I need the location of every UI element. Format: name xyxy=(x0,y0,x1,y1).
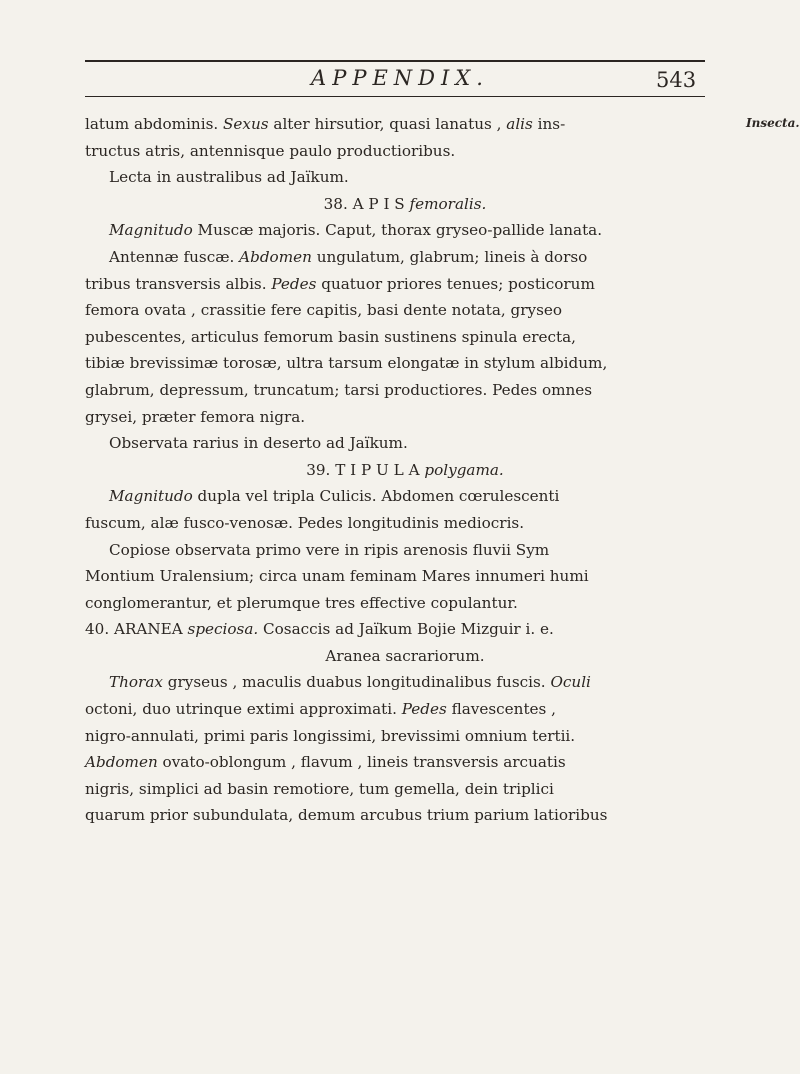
text-line xyxy=(85,111,725,138)
text-line xyxy=(85,457,725,484)
italic-term: Oculi xyxy=(550,673,591,692)
text-run: 38. A P I S xyxy=(323,194,410,213)
header-top-rule xyxy=(85,60,705,62)
text-line xyxy=(85,138,725,165)
text-run: alter hirsutior, quasi lanatus , xyxy=(268,115,507,133)
text-run: flavescentes , xyxy=(446,700,556,719)
italic-term: Pedes xyxy=(271,274,317,293)
text-line xyxy=(85,563,725,590)
text-line xyxy=(85,483,725,510)
text-run: 39. T I P U L A xyxy=(306,460,425,479)
text-line xyxy=(85,350,725,377)
text-run: conglomerantur, et plerumque tres effective copulantur. xyxy=(85,593,518,612)
italic-term: Pedes xyxy=(401,700,447,719)
text-line xyxy=(85,510,725,537)
text-run: grysei, præter femora nigra. xyxy=(85,407,306,426)
text-run: nigro-annulati, primi paris longissimi, brevissimi omnium tertii. xyxy=(85,726,576,745)
text-line xyxy=(85,271,725,298)
page-number: 543 xyxy=(656,68,697,92)
text-line xyxy=(85,749,725,776)
text-run: ungulatum, glabrum; lineis à dorso xyxy=(311,247,588,266)
text-run: dupla vel tripla Culicis. Abdomen cœrulescenti xyxy=(192,487,560,506)
text-run: nigris, simplici ad basin remotiore, tum gemella, dein triplici xyxy=(85,779,554,798)
text-run: Antennæ fuscæ. xyxy=(109,247,240,266)
italic-term: Sexus xyxy=(223,115,269,133)
text-run: fuscum, alæ fusco-venosæ. Pedes longitudinis mediocris. xyxy=(85,513,525,532)
italic-term: Thorax xyxy=(109,673,163,692)
italic-term: speciosa. xyxy=(187,620,259,639)
text-run: Montium Uralensium; circa unam feminam Mares innumeri humi xyxy=(85,567,589,586)
text-line xyxy=(85,244,725,271)
text-line xyxy=(85,802,725,829)
text-run: tibiæ brevissimæ torosæ, ultra tarsum elongatæ in stylum albidum, xyxy=(85,354,608,373)
text-line xyxy=(85,430,725,457)
text-run: glabrum, depressum, truncatum; tarsi productiores. Pedes omnes xyxy=(85,380,593,399)
text-line xyxy=(85,537,725,564)
text-run: quatuor priores tenues; posticorum xyxy=(316,274,595,293)
text-run: gryseus , maculis duabus longitudinalibus fuscis. xyxy=(162,673,551,692)
text-run: octoni, duo utrinque extimi approximati. xyxy=(85,700,402,719)
text-run: ovato-oblongum , flavum , lineis transversis arcuatis xyxy=(157,753,566,772)
italic-term: femoralis. xyxy=(409,194,487,213)
text-run: Cosaccis ad Jaïkum Bojie Mizguir i. e. xyxy=(258,620,554,639)
text-run: Copiose observata primo vere in ripis arenosis fluvii Sym xyxy=(109,540,550,559)
text-run: latum abdominis. xyxy=(85,115,224,133)
text-line xyxy=(85,696,725,723)
text-line xyxy=(85,164,725,191)
text-run: quarum prior subundulata, demum arcubus trium parium latioribus xyxy=(85,806,608,825)
text-run: ins- xyxy=(532,115,566,133)
text-line xyxy=(85,776,725,803)
italic-term: alis xyxy=(506,115,533,133)
text-line xyxy=(85,377,725,404)
text-line xyxy=(85,404,725,431)
text-run: 40. ARANEA xyxy=(85,620,188,639)
text-line xyxy=(85,723,725,750)
italic-term: Magnitudo xyxy=(109,221,193,240)
text-run: tribus transversis albis. xyxy=(85,274,272,293)
body-text xyxy=(85,111,725,829)
text-run: Aranea sacrariorum. xyxy=(325,646,485,665)
text-line xyxy=(85,217,725,244)
text-run: Lecta in australibus ad Jaïkum. xyxy=(109,168,349,187)
italic-term: Magnitudo xyxy=(109,487,193,506)
text-line xyxy=(85,616,725,643)
italic-term: Abdomen xyxy=(85,753,158,772)
text-line xyxy=(85,297,725,324)
text-line xyxy=(85,643,725,670)
text-line xyxy=(85,669,725,696)
header-underline-rule xyxy=(85,96,705,97)
text-line xyxy=(85,590,725,617)
italic-term: polygama. xyxy=(424,460,504,479)
text-run: Muscæ majoris. Caput, thorax gryseo-pallide lanata. xyxy=(192,221,603,240)
text-line xyxy=(85,191,725,218)
text-run: pubescentes, articulus femorum basin sustinens spinula erecta, xyxy=(85,327,577,346)
running-header-title: APPENDIX. xyxy=(311,66,489,90)
text-run: tructus atris, antennisque paulo productioribus. xyxy=(85,141,456,160)
text-run: Observata rarius in deserto ad Jaïkum. xyxy=(109,434,408,453)
margin-note: Insecta. xyxy=(746,116,800,130)
italic-term: Abdomen xyxy=(239,247,312,266)
text-line xyxy=(85,324,725,351)
text-run: femora ovata , crassitie fere capitis, basi dente notata, gryseo xyxy=(85,301,563,320)
